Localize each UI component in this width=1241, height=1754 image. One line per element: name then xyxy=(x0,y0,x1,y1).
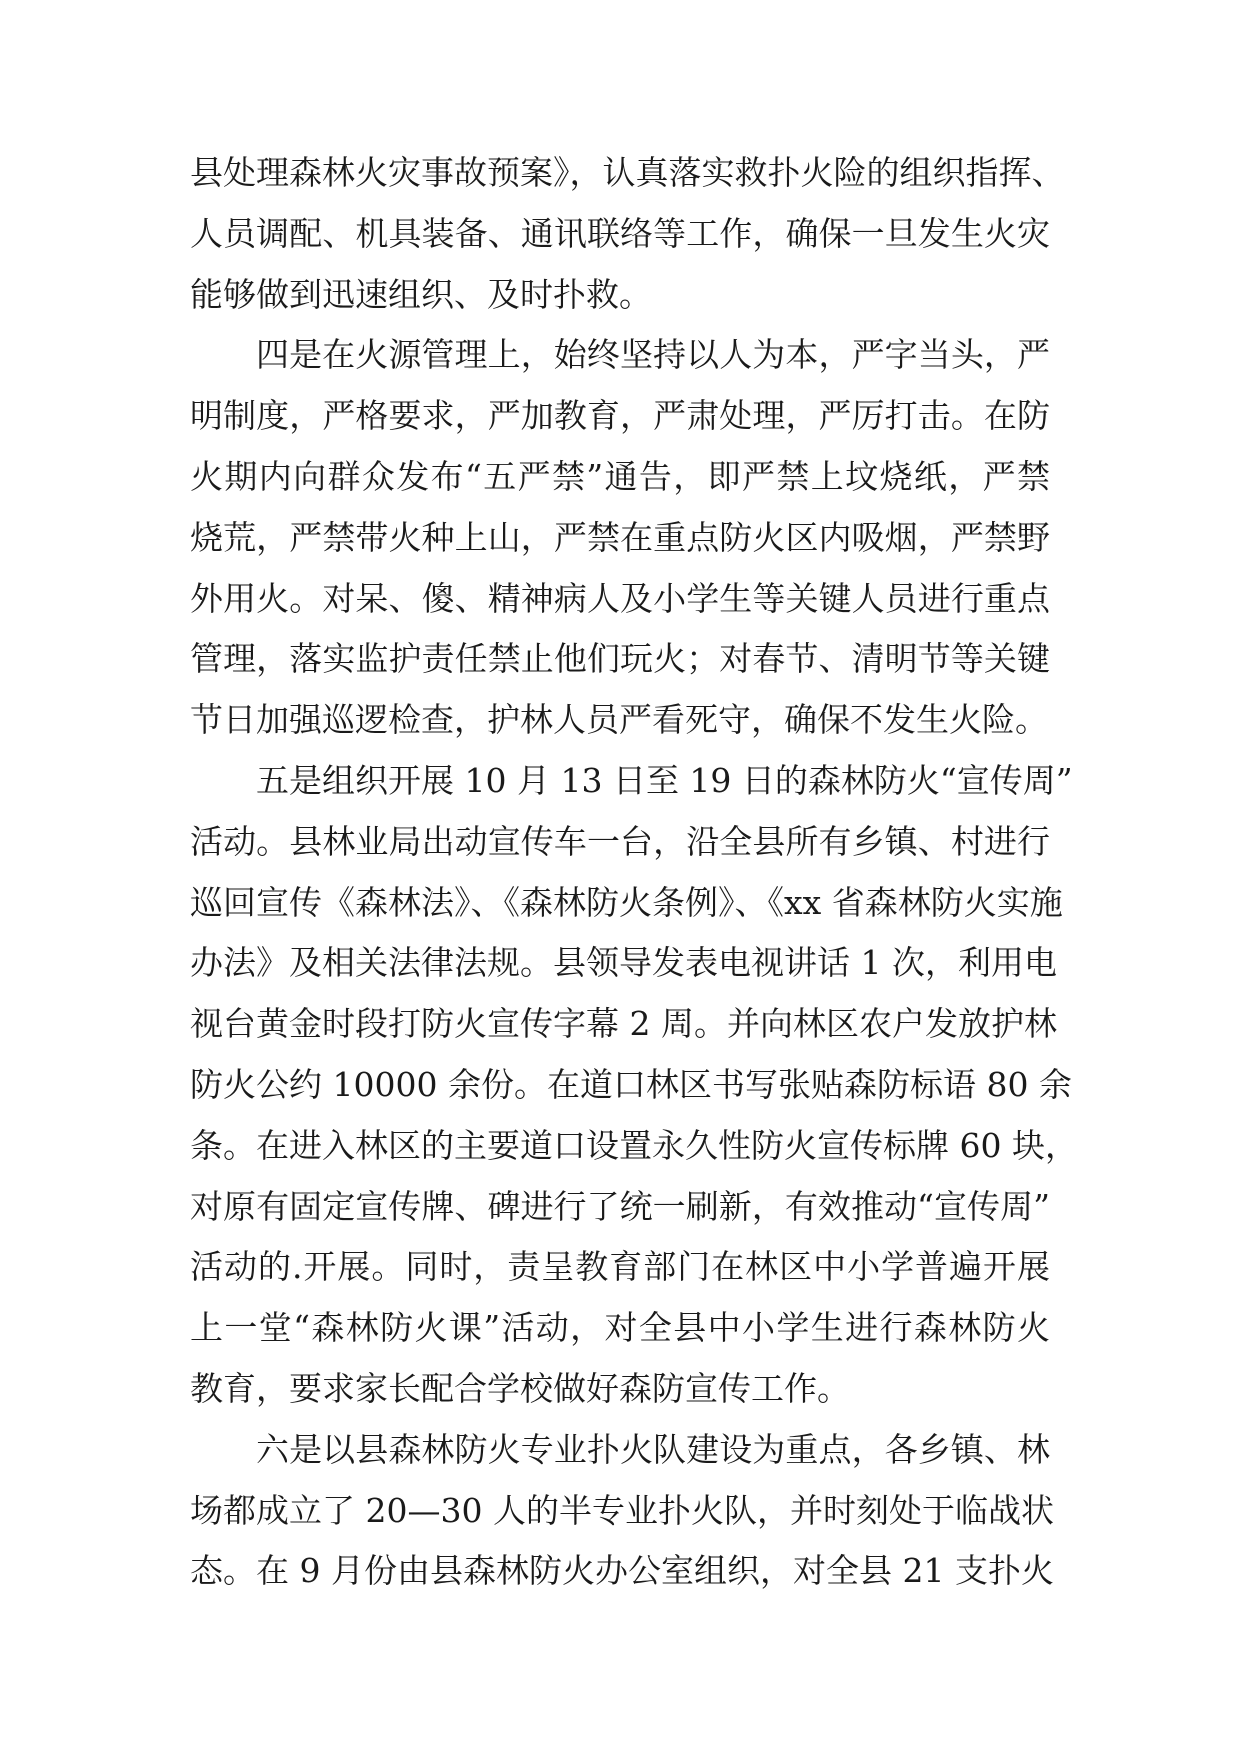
document-body xyxy=(190,143,1078,1602)
text-line: 能够做到迅速组织、及时扑救。 xyxy=(190,274,652,314)
text-line: 巡回宣传《森林法》、《森林防火条例》、《xx 省森林防火实施 xyxy=(190,882,1063,922)
text-line: 节日加强巡逻检查，护林人员严看死守，确保不发生火险。 xyxy=(190,700,1048,740)
text-line: 教育，要求家长配合学校做好森防宣传工作。 xyxy=(190,1368,850,1408)
text-line: 办法》及相关法律法规。县领导发表电视讲话 1 次，利用电 xyxy=(190,943,1057,983)
text-line: 人员调配、机具装备、通讯联络等工作，确保一旦发生火灾 xyxy=(190,213,1050,253)
text-line: 外用火。对呆、傻、精神病人及小学生等关键人员进行重点 xyxy=(190,578,1050,618)
text-line: 明制度，严格要求，严加教育，严肃处理，严厉打击。在防 xyxy=(190,396,1050,436)
text-line: 火期内向群众发布“五严禁”通告，即严禁上坟烧纸，严禁 xyxy=(190,456,1050,496)
text-line: 活动。县林业局出动宣传车一台，沿全县所有乡镇、村进行 xyxy=(190,821,1050,861)
paragraph-publicity-week xyxy=(190,751,1078,1420)
text-line: 六是以县森林防火专业扑火队建设为重点，各乡镇、林 xyxy=(256,1429,1050,1469)
paragraph-fire-plan xyxy=(190,143,1065,325)
text-line: 烧荒，严禁带火种上山，严禁在重点防火区内吸烟，严禁野 xyxy=(190,517,1050,557)
text-line: 五是组织开展 10 月 13 日至 19 日的森林防火“宣传周” xyxy=(256,760,1073,800)
text-line: 四是在火源管理上，始终坚持以人为本，严字当头，严 xyxy=(256,335,1050,375)
text-line: 活动的.开展。同时，责呈教育部门在林区中小学普遍开展 xyxy=(190,1247,1050,1287)
paragraph-firefighting-team xyxy=(190,1420,1054,1602)
text-line: 管理，落实监护责任禁止他们玩火；对春节、清明节等关键 xyxy=(190,639,1050,679)
paragraph-fire-source-management xyxy=(190,325,1050,751)
text-line: 条。在进入林区的主要道口设置永久性防火宣传标牌 60 块， xyxy=(190,1125,1078,1165)
text-line: 视台黄金时段打防火宣传字幕 2 周。并向林区农户发放护林 xyxy=(190,1004,1057,1044)
text-line: 场都成立了 20—30 人的半专业扑火队，并时刻处于临战状 xyxy=(190,1490,1054,1530)
text-line: 对原有固定宣传牌、碑进行了统一刷新，有效推动“宣传周” xyxy=(190,1186,1050,1226)
text-line: 上一堂“森林防火课”活动，对全县中小学生进行森林防火 xyxy=(190,1308,1050,1348)
text-line: 防火公约 10000 余份。在道口林区书写张贴森防标语 80 余 xyxy=(190,1064,1072,1104)
text-line: 态。在 9 月份由县森林防火办公室组织，对全县 21 支扑火 xyxy=(190,1551,1054,1591)
text-line: 县处理森林火灾事故预案》，认真落实救扑火险的组织指挥、 xyxy=(190,153,1065,192)
